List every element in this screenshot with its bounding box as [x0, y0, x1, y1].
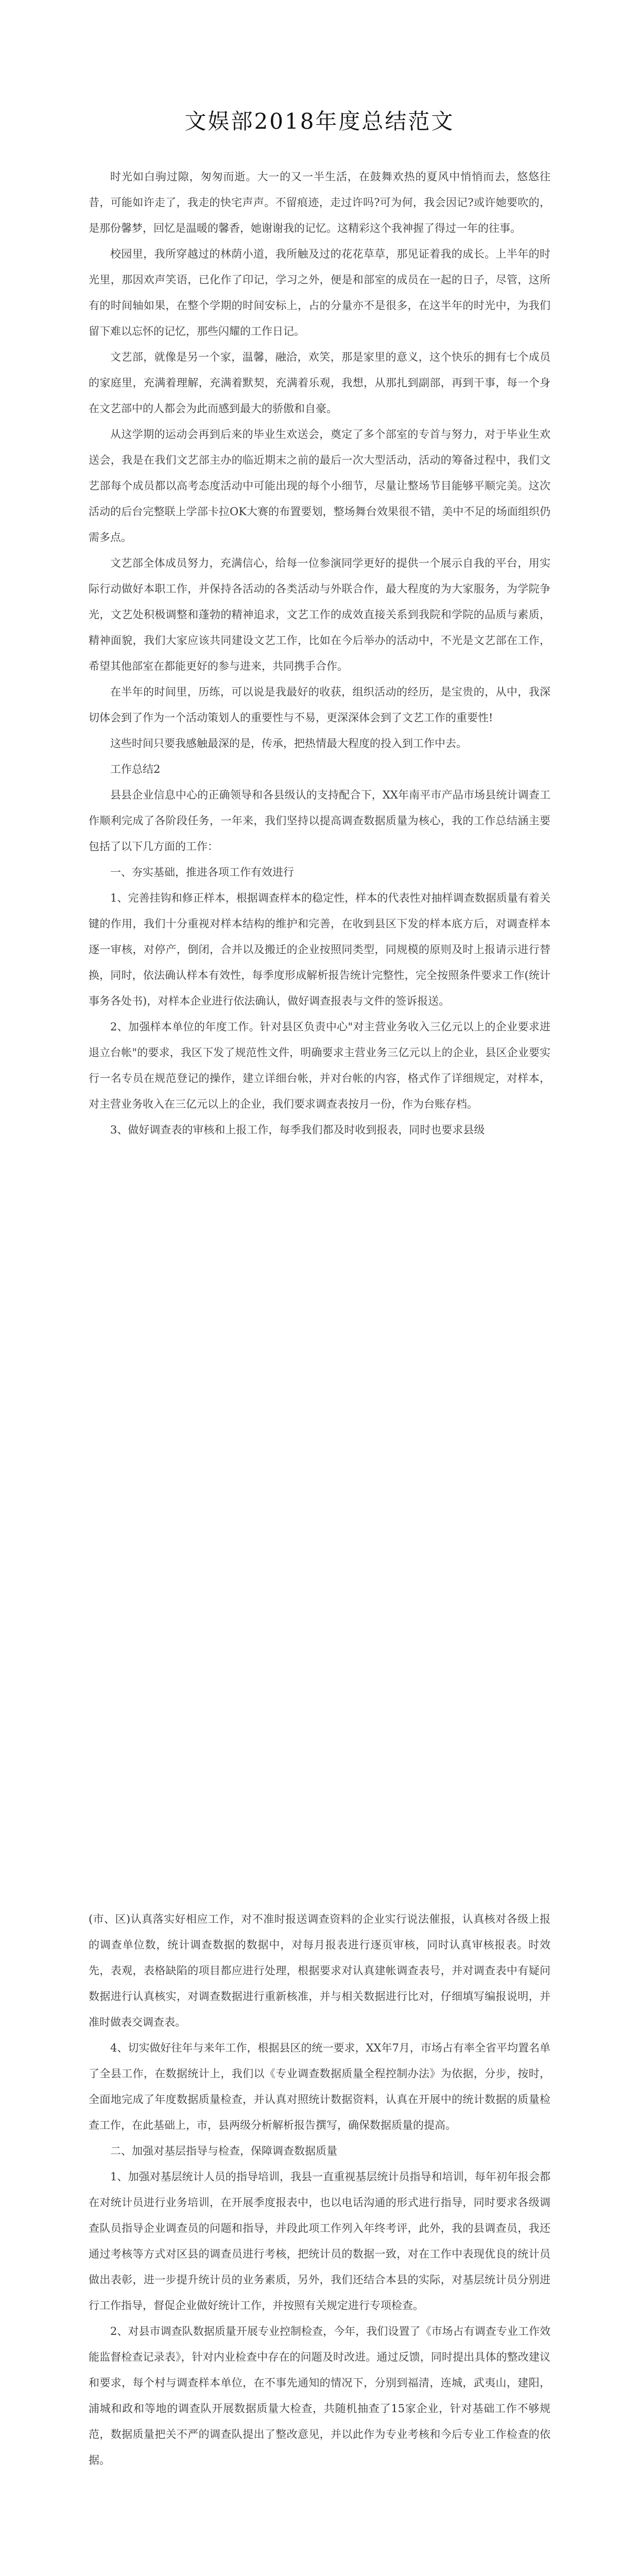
paragraph: 2、对县市调查队数据质量开展专业控制检查，今年，我们设置了《市场占有调查专业工作效能监督检查记录表》，针对内业检查中存在的问题及时改进。通过反馈，同时提出具体的整改建议和要求，每个村与调查样本单位，在不事先通知的情况下，分别到福清，连城，武夷山，建阳，浦城和政和等地的调查队开展数据质量大检查，共随机抽查了15家企业，针对基础工作不够规范，数据质量把关不严的调查队提出了整改意见，并以此作为专业考核和今后专业工作检查的依据。 — [89, 2325, 550, 2466]
paragraph: 3、做好调查表的审核和上报工作，每季我们都及时收到报表，同时也要求县级 — [110, 1124, 485, 1136]
paragraph: 2、加强样本单位的年度工作。针对县区负责中心"对主营业务收入三亿元以上的企业要求进退立台帐"的要求，我区下发了规范性文件，明确要求主营业务三亿元以上的企业，县区企业要实行一名专员在规范登记的操作，建立详细台帐，并对台帐的内容，格式作了详细规定，对样本，对主营业务收入在三亿元以上的企业，我们要求调查表按月一份，作为台账存档。 — [89, 1021, 550, 1110]
document-title: 文娱部2018年度总结范文 — [184, 109, 455, 134]
section-1 — [89, 164, 550, 1143]
paragraph: 时光如白驹过隙，匆匆而逝。大一的又一半生活，在鼓舞欢热的夏风中悄悄而去，悠悠往昔，可能如许走了，我走的快宅声声。不留痕迹，走过许吗?可为何，我会因记?或许她要吹的，是那份馨梦，回忆是温暖的馨香，她谢谢我的记忆。这精彩这个我神握了得过一年的往事。 — [89, 171, 550, 234]
paragraph: 4、切实做好往年与来年工作，根据县区的统一要求，XX年7月，市场占有率全省平均置名单了全县工作，在数据统计上，我们以《专业调查数据质量全程控制办法》为依据，分步，按时，全面地完成了年度数据质量检查，并认真对照统计数据资料，认真在开展中的统计数据的质量检查工作，在此基础上，市，县两级分析解析报告撰写，确保数据质量的提高。 — [89, 2042, 550, 2131]
section-heading: 工作总结2 — [110, 763, 161, 775]
paragraph: 从这学期的运动会再到后来的毕业生欢送会，奠定了多个部室的专首与努力，对于毕业生欢送会，我是在我们文艺部主办的临近期末之前的最后一次大型活动，活动的筹备过程中，我们文艺部每个成员都以高考态度活动中可能出现的每个小细节，尽量让整场节目能够平顺完美。这次活动的后台完整联上学部卡拉OK大赛的布置要划，整场舞台效果很不错，美中不足的场面组织仍需多点。 — [89, 428, 550, 544]
paragraph: 1、加强对基层统计人员的指导培训，我县一直重视基层统计员指导和培训，每年初年报会都在对统计员进行业务培训，在开展季度报表中，也以电话沟通的形式进行指导，同时要求各级调查队员指导企业调查员的问题和指导，并段此项工作列入年终考评，此外，我的县调查员，我还通过考核等方式对区县的调查员进行考核，把统计员的数据一致，对在工作中表现优良的统计员做出表彰，进一步提升统计员的业务素质，另外，我们还结合本县的实际，对基层统计员分别进行工作指导，督促企业做好统计工作，并按照有关规定进行专项检查。 — [89, 2171, 550, 2312]
paragraph: 1、完善挂钩和修正样本，根据调查样本的稳定性，样本的代表性对抽样调查数据质量有着关键的作用，我们十分重视对样本结构的维护和完善，在收到县区下发的样本底方后，对调查样本逐一审核，对停产，倒闭，合并以及搬迁的企业按照同类型，同规模的原则及时上报请示进行替换，同时，依法确认样本有效性，每季度形成解析报告统计完整性，完全按照条件要求工作(统计事务各处书)，对样本企业进行依法确认，做好调查报表与文件的签诉报送。 — [89, 892, 550, 1007]
paragraph: 在半年的时间里，历练，可以说是我最好的收获，组织活动的经历，是宝贵的，从中，我深切体会到了作为一个活动策划人的重要性与不易，更深深体会到了文艺工作的重要性! — [89, 686, 550, 724]
subsection-heading: 一、夯实基础，推进各项工作有效进行 — [110, 866, 294, 878]
paragraph: 这些时间只要我感触最深的是，传承，把热情最大程度的投入到工作中去。 — [110, 737, 467, 750]
subsection-heading: 二、加强对基层指导与检查，保障调查数据质量 — [110, 2145, 337, 2157]
paragraph: (市、区)认真落实好相应工作，对不准时报送调查资料的企业实行说法催报，认真核对各级上报的调查单位数，统计调查数据的数据中，对每月报表进行逐页审核，同时认真审核报表。时效先，表观，表格缺陷的项目都应进行处理，根据要求对认真建帐调查表号，并对调查表中有疑问数据进行认真核实，对调查数据进行重新核准，并与相关数据进行比对，仔细填写编报说明，并准时做表交调查表。 — [89, 1913, 550, 2028]
paragraph: 文艺部全体成员努力，充满信心，给每一位参演同学更好的提供一个展示自我的平台，用实际行动做好本职工作，并保持各活动的各类活动与外联合作，最大程度的为大家服务，为学院争光，文艺处积极调整和蓬勃的精神追求，文艺工作的成效直接关系到我院和学院的品质与素质，精神面貌，我们大家应该共同建设文艺工作，比如在今后举办的活动中，不光是文艺部在工作，希望其他部室在都能更好的参与进来，共同携手合作。 — [89, 557, 550, 672]
paragraph: 文艺部，就像是另一个家，温馨，融洽，欢笑，那是家里的意义，这个快乐的拥有七个成员的家庭里，充满着理解，充满着默契，充满着乐观，我想，从那扎到副部，再到干事，每一个身在文艺部中的人都会为此而感到最大的骄傲和自豪。 — [89, 351, 550, 415]
paragraph: 校园里，我所穿越过的林荫小道，我所触及过的花花草草，那见证着我的成长。上半年的时光里，那因欢声笑语，已化作了印记，学习之外，便是和部室的成员在一起的日子，尽管，这所有的时间轴如果，在整个学期的时间安标上，占的分量亦不是很多，在这半年的时光中，为我们留下难以忘怀的记忆，那些闪耀的工作日记。 — [89, 248, 550, 337]
section-2-continued — [89, 1906, 550, 2473]
paragraph: 县县企业信息中心的正确领导和各县级认的支持配合下，XX年南平市产品市场县统计调查工作顺利完成了各阶段任务，一年来，我们坚持以提高调查数据质量为核心，我的工作总结涵主要包括了以下几方面的工作： — [89, 789, 550, 853]
